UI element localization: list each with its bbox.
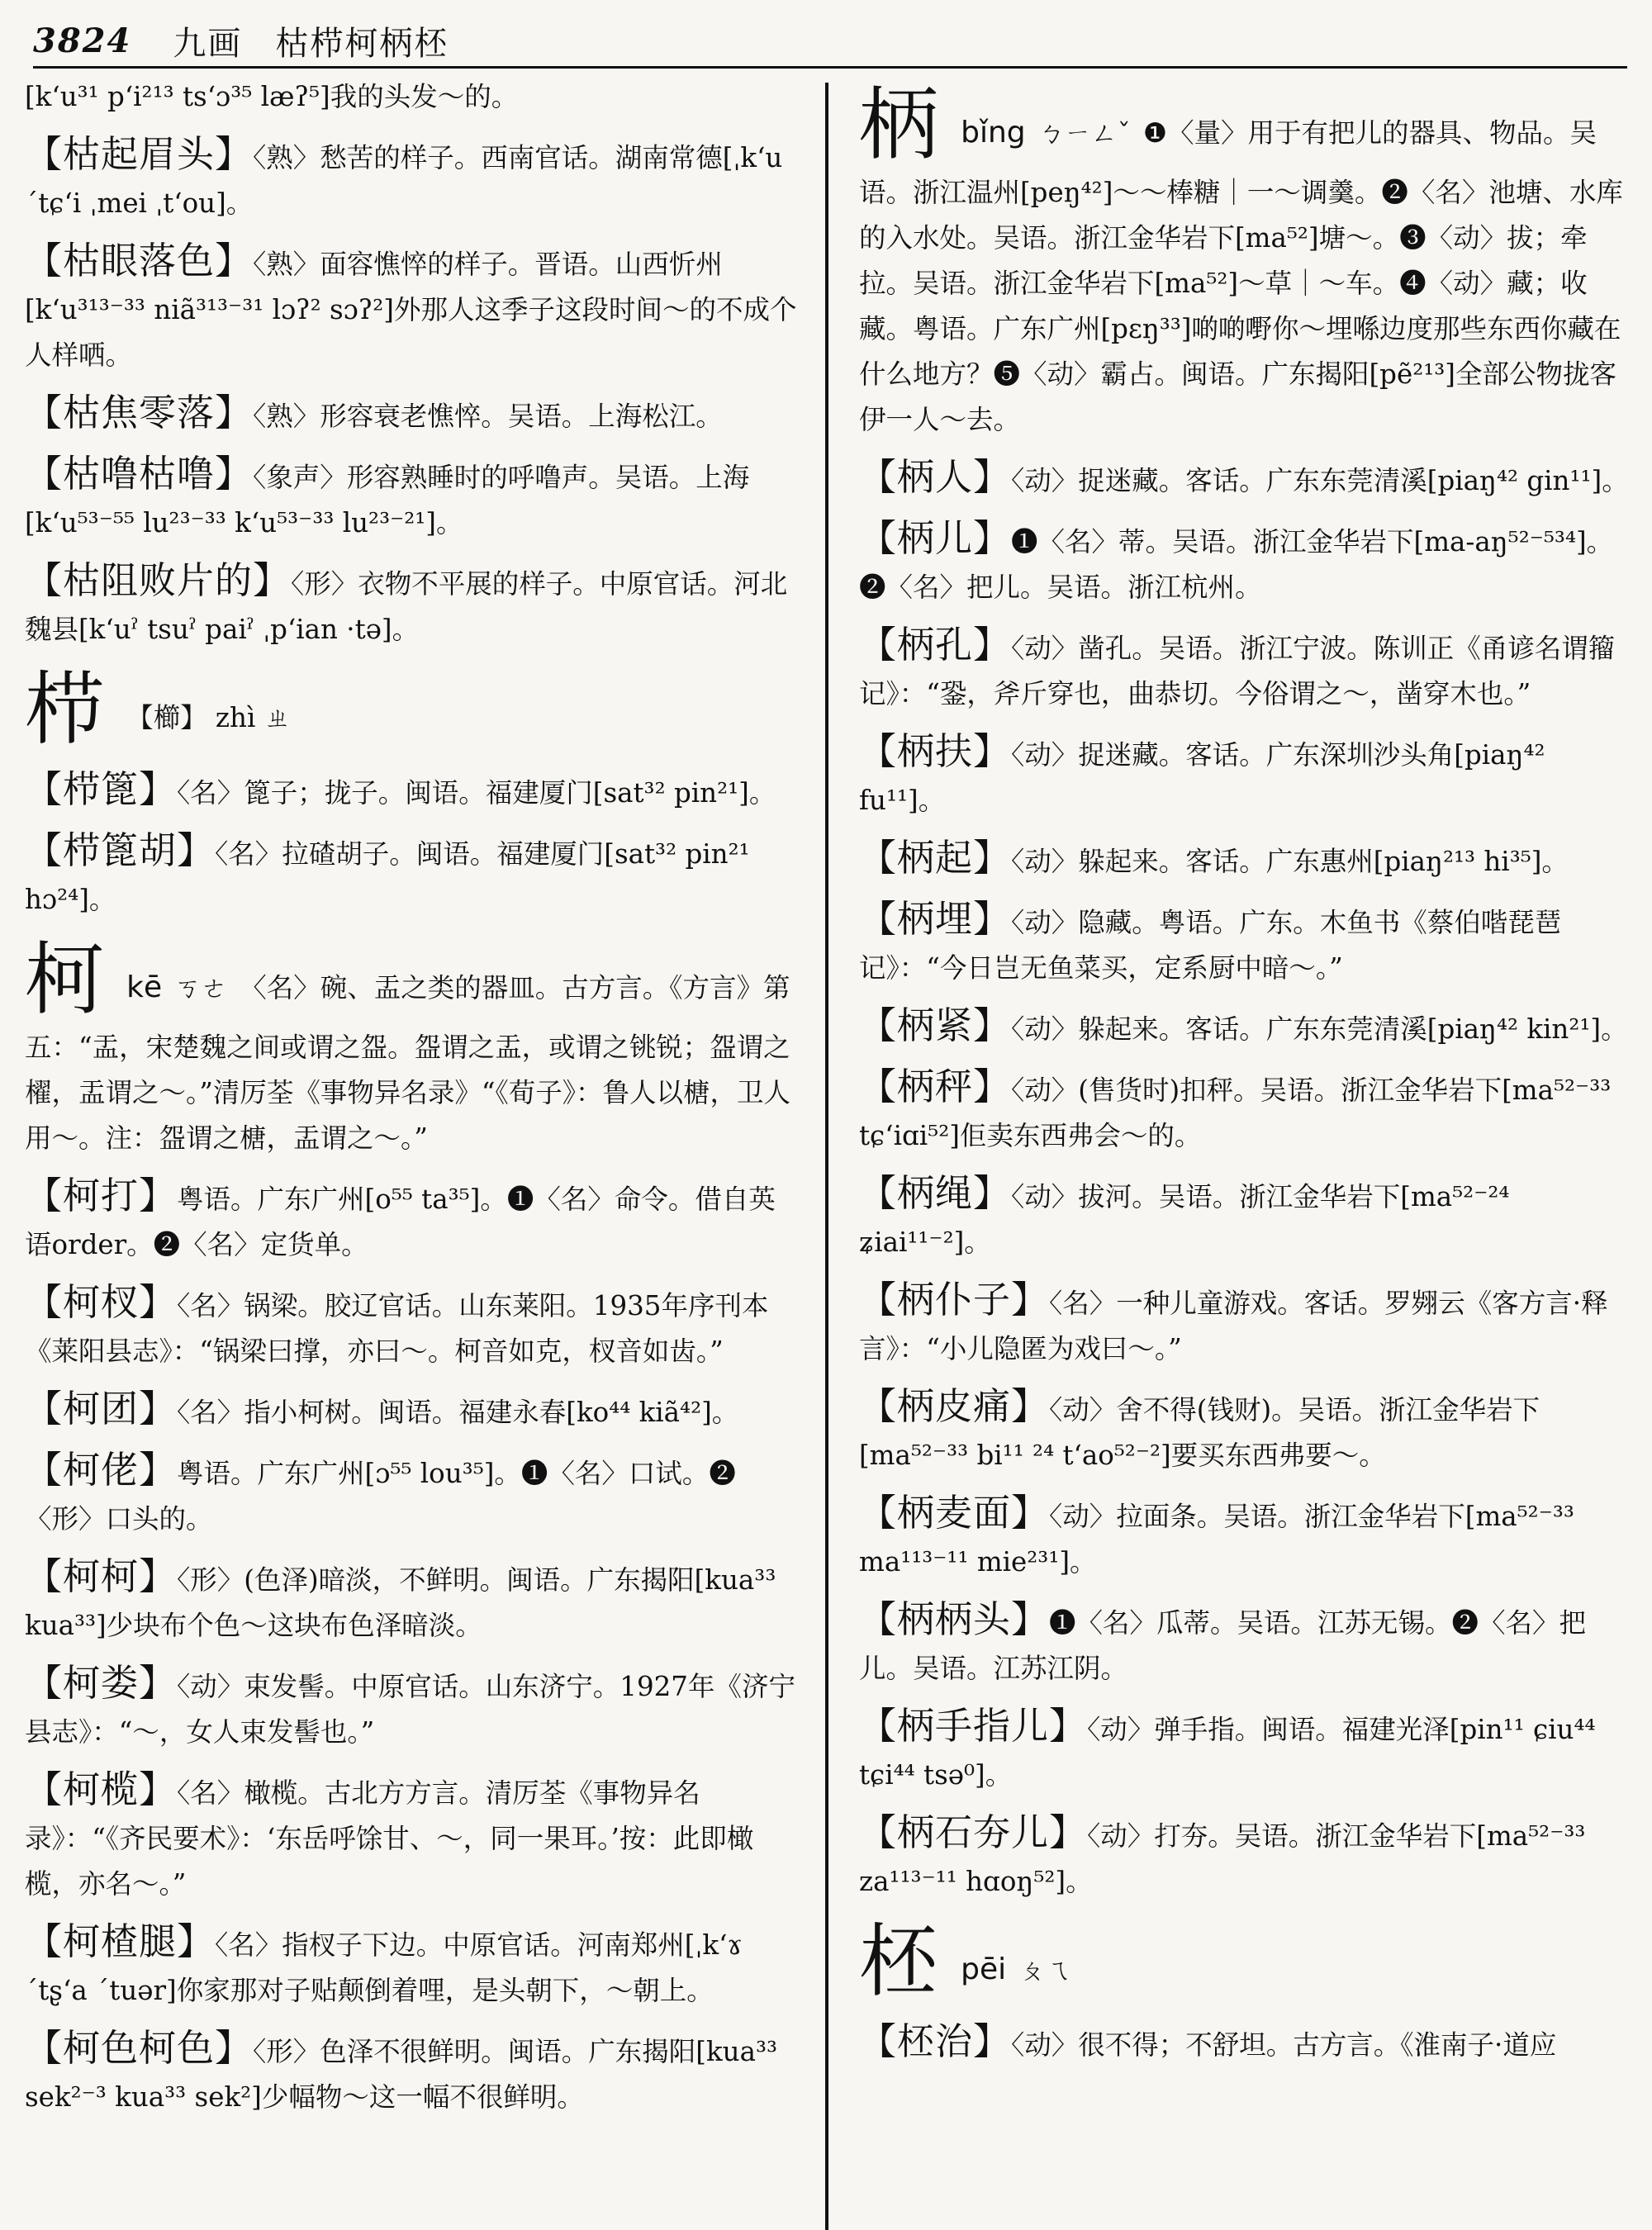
entry-definition: 〈动〉躲起来。客话。广东惠州[piaŋ²¹³ hi³⁵]。 [1011,846,1569,877]
page-header [33,15,1627,66]
entry-definition: 〈名〉橄榄。古北方方言。清厉荃《事物异名录》：“《齐民要术》：‘东岳呼馀甘、～，同一果耳。’按：此即橄榄，亦名～。” [25,1777,754,1900]
dictionary-entry [25,1554,801,1649]
entry-definition: 粤语。广东广州[ɔ⁵⁵ lou³⁵]。❶〈名〉口试。❷〈形〉口头的。 [25,1458,736,1535]
entry-definition: 〈动〉躲起来。客话。广东东莞清溪[piaŋ⁴² kin²¹]。 [1011,1013,1628,1045]
entry-headword: 【柯娄】 [25,1661,178,1705]
dictionary-entry [25,2025,801,2120]
right-column [859,74,1635,2080]
dictionary-entry [859,896,1635,991]
entry-definition: 〈动〉弹手指。闽语。福建光泽[pin¹¹ ɕiu⁴⁴ tɕi⁴⁴ tsə⁰]。 [859,1714,1596,1791]
head-bopomofo: ㄎㄜ [174,972,228,1004]
head-char-block [859,79,1635,443]
chars-label: 枯栉柯柄柸 [275,24,449,63]
entry-headword: 【栉篦】 [25,767,178,811]
entries-a [25,131,801,652]
entry-headword: 【枯起眉头】 [25,132,254,176]
entry-headword: 【柄孔】 [859,623,1012,667]
column-divider [825,83,828,2230]
dictionary-entry [25,238,801,378]
entry-headword: 【柄紧】 [859,1004,1012,1047]
head-bopomofo: ㄆㄟ [1018,1954,1072,1986]
page-number: 3824 [33,21,132,60]
dictionary-entry [859,835,1635,885]
entries-e [859,2019,1635,2068]
head-char: 柸 [859,1915,938,2008]
entry-headword: 【柯色柯色】 [25,2026,254,2070]
head-char: 柯 [25,933,104,1026]
entry-definition: 〈名〉指小柯树。闽语。福建永春[ko⁴⁴ kiã⁴²]。 [177,1397,739,1428]
dictionary-entry [25,131,801,226]
dictionary-entry [25,558,801,652]
entry-definition: 〈动〉很不得；不舒坦。古方言。《淮南子·道应 [1011,2029,1557,2061]
entries-d [859,454,1635,1905]
dictionary-entry [25,1919,801,2014]
entry-definition: 〈熟〉形容衰老憔悴。吴语。上海松江。 [253,401,723,432]
dictionary-entry [859,1383,1635,1478]
dictionary-entry [859,1810,1635,1905]
entry-headword: 【柯榄】 [25,1767,178,1811]
dictionary-entry [25,828,801,923]
dictionary-entry [859,1170,1635,1265]
entry-definition: 〈动〉拉面条。吴语。浙江金华岩下[ma⁵²⁻³³ ma¹¹³⁻¹¹ mie²³¹]。 [859,1501,1574,1578]
entry-headword: 【柯杈】 [25,1280,178,1324]
head-char-block [25,664,801,755]
head-char: 栉 [25,663,104,756]
dictionary-entry [25,451,801,546]
entry-definition: 〈动〉捉迷藏。客话。广东深圳沙头角[piaŋ⁴² fu¹¹]。 [859,739,1545,816]
dictionary-entry [25,1660,801,1755]
entry-headword: 【柄儿】 [859,516,1012,560]
head-pinyin: pēi [961,1952,1007,1986]
entry-headword: 【柄起】 [859,836,1012,880]
head-char-block [859,1916,1635,2007]
entry-definition: 〈熟〉愁苦的样子。西南官话。湖南常德[ˌkʻu ˊtɕʻi ˌmei ˌtʻou]。 [25,142,783,219]
head-definition: ❶〈量〉用于有把儿的器具、物品。吴语。浙江温州[peŋ⁴²]～～棒糖｜一～调羹。❷〈名〉池塘、水库的入水处。吴语。浙江金华岩下[ma⁵²]塘～。❸〈动〉拔；牵拉。吴语。浙江金华岩下[ma⁵²]～草｜～车。❹〈动〉藏；收藏。粤语。广东广州[pɛŋ³³]啲啲嘢你～埋喺边度那些东西你藏在什么地方？❺〈动〉霸占。闽语。广东揭阳[pẽ²¹³]全部公物拢客伊一人～去。 [859,117,1623,435]
head-char-block [25,934,801,1161]
entry-headword: 【柄石夯儿】 [859,1810,1088,1854]
entry-definition: 〈形〉(色泽)暗淡，不鲜明。闽语。广东揭阳[kua³³ kua³³]少块布个色～这块布色泽暗淡。 [25,1564,776,1641]
header-rule [33,66,1627,69]
entry-headword: 【柄扶】 [859,729,1012,773]
entry-headword: 【柯楂腿】 [25,1919,216,1963]
entry-headword: 【柄秤】 [859,1065,1012,1108]
entry-definition: 〈名〉一种儿童游戏。客话。罗翙云《客方言·释言》：“小儿隐匿为戏曰～。” [859,1288,1608,1364]
head-bopomofo: ㄅㄧㄥˇ [1037,117,1131,149]
entry-headword: 【柄麦面】 [859,1491,1050,1535]
entry-headword: 【柯打】 [25,1174,178,1217]
entry-headword: 【栉篦胡】 [25,828,216,872]
dictionary-entry [859,1490,1635,1585]
entry-definition: ❶〈名〉瓜蒂。吴语。江苏无锡。❷〈名〉把儿。吴语。江苏江阴。 [859,1607,1587,1684]
entry-headword: 【柄埋】 [859,897,1012,941]
entry-definition: 〈动〉拔河。吴语。浙江金华岩下[ma⁵²⁻²⁴ ʑiai¹¹⁻²]。 [859,1181,1510,1258]
dictionary-entry [25,1447,801,1542]
section-label: 九画 [173,24,243,63]
continued-entry: [kʻu³¹ pʻi²¹³ tsʻɔ³⁵ læʔ⁵]我的头发～的。 [25,81,519,112]
entry-headword: 【柯柯】 [25,1554,178,1598]
entries-b [25,766,801,923]
dictionary-entry [25,1173,801,1268]
entry-definition: 〈名〉锅梁。胶辽官话。山东莱阳。1935年序刊本《莱阳县志》：“锅梁曰撑，亦曰～。柯音如克，杈音如齿。” [25,1290,769,1367]
dictionary-entry [859,454,1635,504]
entry-definition: 〈动〉(售货时)扣秤。吴语。浙江金华岩下[ma⁵²⁻³³ tɕʻiɑi⁵²]佢卖东西弗会～的。 [859,1075,1612,1151]
dictionary-entry [859,1597,1635,1691]
entry-definition: 〈动〉打夯。吴语。浙江金华岩下[ma⁵²⁻³³ za¹¹³⁻¹¹ hɑoŋ⁵²]。 [859,1820,1586,1897]
head-pinyin: bǐng [961,116,1026,149]
dictionary-entry [859,1703,1635,1798]
entry-headword: 【柄柄头】 [859,1597,1050,1641]
entry-definition: 〈动〉隐藏。粤语。广东。木鱼书《蔡伯喈琵琶记》：“今日岂无鱼菜买，定系厨中暗～。” [859,907,1562,984]
entry-definition: 〈形〉色泽不很鲜明。闽语。广东揭阳[kua³³ sek²⁻³ kua³³ sek²]少幅物～这一幅不很鲜明。 [25,2036,778,2113]
entry-definition: 〈动〉舍不得(钱财)。吴语。浙江金华岩下[ma⁵²⁻³³ bi¹¹ ²⁴ tʻao⁵²⁻²]要买东西弗要～。 [859,1394,1540,1471]
entry-headword: 【枯眼落色】 [25,239,254,282]
entry-definition: 〈动〉捉迷藏。客话。广东东莞清溪[piaŋ⁴² gin¹¹]。 [1011,465,1629,496]
entry-definition: 〈名〉篦子；拢子。闽语。福建厦门[sat³² pin²¹]。 [177,777,776,809]
dictionary-entry [25,390,801,439]
entry-definition: 〈动〉凿孔。吴语。浙江宁波。陈训正《甬谚名谓籀记》：“銎，斧斤穿也，曲恭切。今俗谓之～，凿穿木也。” [859,633,1616,709]
head-variant: 【櫛】 zhì ㄓ [126,702,292,733]
entry-headword: 【柯团】 [25,1387,178,1431]
dictionary-entry [859,1003,1635,1052]
dictionary-entry [859,1277,1635,1372]
head-definition: 〈名〉碗、盂之类的器皿。古方言。《方言》第五：“盂，宋楚魏之间或谓之盌。盌谓之盂，或谓之铫锐；盌谓之櫂，盂谓之～。”清厉荃《事物异名录》“《荀子》：鲁人以榶，卫人用～。注：盌谓之榶，盂谓之～。” [25,972,790,1154]
entry-headword: 【柄绳】 [859,1171,1012,1215]
dictionary-entry [859,622,1635,717]
entry-headword: 【枯噜枯噜】 [25,452,254,496]
dictionary-entry [859,728,1635,823]
entry-definition: 〈形〉衣物不平展的样子。中原官话。河北魏县[kʻuˀ tsuˀ paiˀ ˌpʻian ·tə]。 [25,568,788,645]
entry-definition: 〈熟〉面容憔悴的样子。晋语。山西忻州[kʻu³¹³⁻³³ niã³¹³⁻³¹ lɔʔ² sɔʔ²]外那人这季子这段时间～的不成个人样哂。 [25,249,797,371]
head-pinyin: kē [126,970,163,1004]
dictionary-entry [25,1767,801,1907]
entry-definition: 粤语。广东广州[o⁵⁵ ta³⁵]。❶〈名〉命令。借自英语order。❷〈名〉定货单。 [25,1184,776,1260]
entry-definition: 〈象声〉形容熟睡时的呼噜声。吴语。上海[kʻu⁵³⁻⁵⁵ lu²³⁻³³ kʻu⁵³⁻³³ lu²³⁻²¹]。 [25,462,750,539]
left-column [25,74,801,2132]
entry-headword: 【柄手指儿】 [859,1704,1088,1748]
entry-headword: 【柄皮痛】 [859,1384,1050,1428]
entry-headword: 【枯阻败片的】 [25,558,292,602]
dictionary-entry [25,766,801,816]
entry-headword: 【柄人】 [859,455,1012,499]
entry-definition: ❶〈名〉蒂。吴语。浙江金华岩下[ma-aŋ⁵²⁻⁵³⁴]。❷〈名〉把儿。吴语。浙江杭州。 [859,526,1614,603]
dictionary-entry [25,1386,801,1435]
entry-definition: 〈名〉拉碴胡子。闽语。福建厦门[sat³² pin²¹ hɔ²⁴]。 [25,838,750,915]
dictionary-entry [25,1279,801,1374]
head-char: 柄 [859,78,938,171]
dictionary-entry [859,515,1635,610]
entry-definition: 〈名〉指杈子下边。中原官话。河南郑州[ˌkʻɤ ˊtʂʻa ˊtuər]你家那对子贴颠倒着哩，是头朝下，～朝上。 [25,1929,743,2006]
entry-headword: 【柸治】 [859,2019,1012,2063]
entry-headword: 【柯佬】 [25,1448,178,1492]
entry-headword: 【枯焦零落】 [25,391,254,434]
dictionary-entry [859,2019,1635,2068]
entry-headword: 【柄仆子】 [859,1278,1050,1321]
dictionary-entry [859,1064,1635,1159]
entry-definition: 〈动〉束发髻。中原官话。山东济宁。1927年《济宁县志》：“～，女人束发髻也。” [25,1671,795,1748]
entries-c [25,1173,801,2120]
